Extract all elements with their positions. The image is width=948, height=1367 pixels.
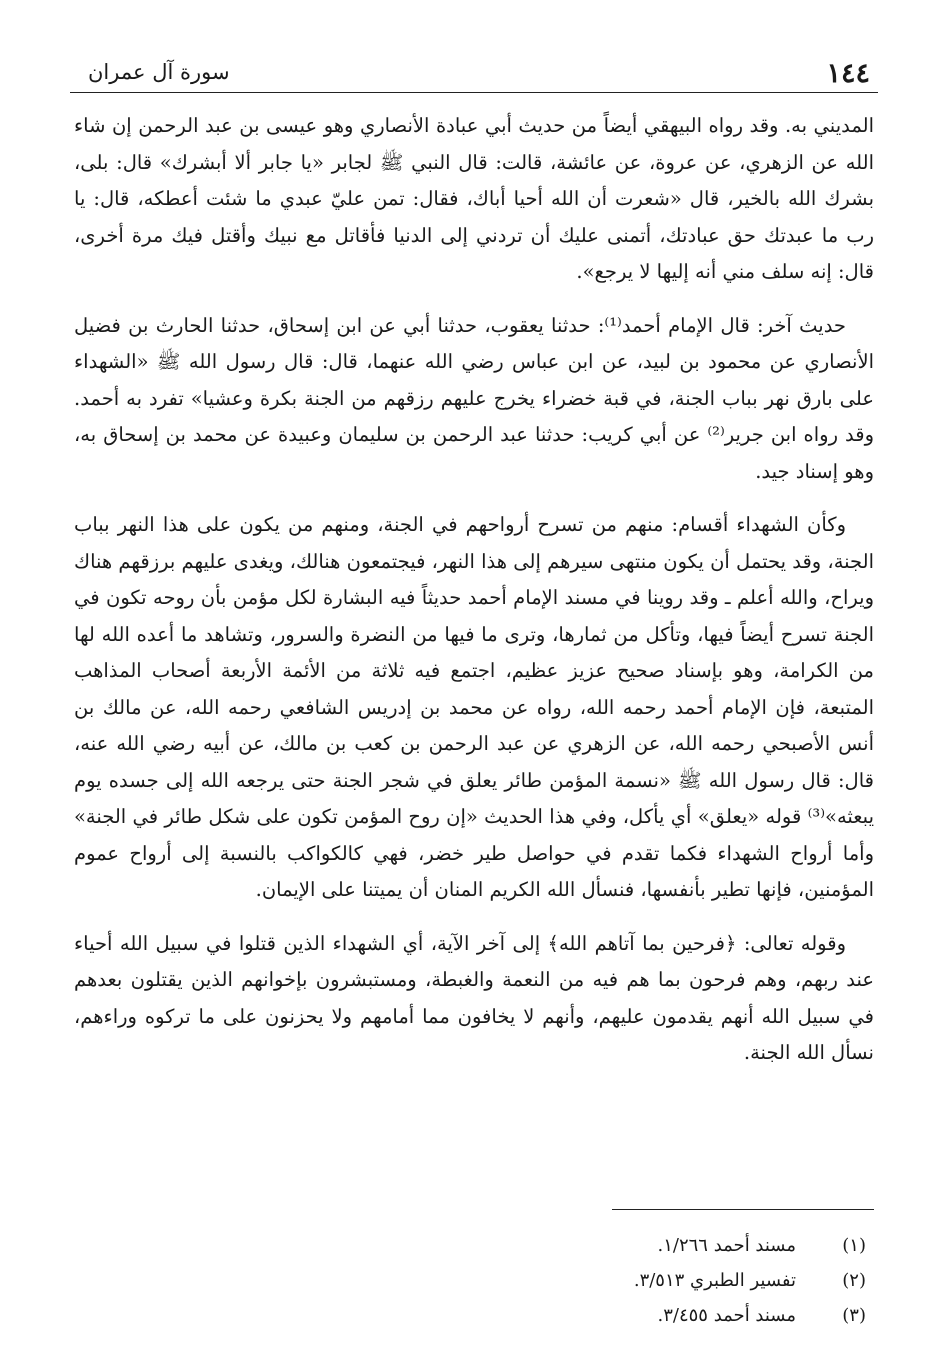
- footnotes: [366, 1228, 866, 1333]
- paragraph: حديث آخر: قال الإمام أحمد⁽¹⁾: حدثنا يعقوب، حدثنا أبي عن ابن إسحاق، حدثنا الحارث بن فضيل الأنصاري عن محمود بن لبيد، عن ابن عباس رضي الله عنهما، قال: قال رسول الله ﷺ «الشهداء على بارق نهر بباب الجنة، في قبة خضراء يخرج عليهم رزقهم من الجنة بكرة وعشيا» تفرد به أحمد. وقد رواه ابن جرير⁽²⁾ عن أبي كريب: حدثنا عبد الرحمن بن سليمان وعبيدة عن محمد بن إسحاق به، وهو إسناد جيد.: [74, 313, 875, 483]
- paragraph: المديني به. وقد رواه البيهقي أيضاً من حديث أبي عبادة الأنصاري وهو عيسى بن عبد الرحمن إن شاء الله عن الزهري، عن عروة، عن عائشة، قالت: قال النبي ﷺ لجابر «يا جابر ألا أبشرك» قال: بلى، بشرك الله بالخير، قال «شعرت أن الله أحيا أباك، فقال: تمن عليّ عبدي ما شئت أعطكه، قال: يا رب ما عبدتك حق عبادتك، أتمنى عليك أن تردني إلى الدنيا فأقاتل مع نبيك وأقتل فيك مرة أخرى، قال: إنه سلف مني أنه إليها لا يرجع».: [74, 114, 874, 283]
- surah-title: سورة آل عمران: [88, 60, 230, 84]
- paragraph: وكأن الشهداء أقسام: منهم من تسرح أرواحهم في الجنة، ومنهم من يكون على هذا النهر بباب الجنة، وقد يحتمل أن يكون منتهى سيرهم إلى هذا النهر، فيجتمعون هنالك، ويغدى عليهم برزقهم هناك ويراح، والله أعلم ـ وقد روينا في مسند الإمام أحمد حديثاً فيه البشارة لكل مؤمن بأن روحه تكون في الجنة تسرح أيضاً فيها، وتأكل من ثمارها، وترى ما فيها من النضرة والسرور، وتشاهد ما أعده الله لها من الكرامة، وهو بإسناد صحيح عزيز عظيم، اجتمع فيه ثلاثة من الأئمة الأربعة أصحاب المذاهب المتبعة، فإن الإمام أحمد رحمه الله، رواه عن محمد بن إدريس الشافعي رحمه الله، عن مالك بن أنس الأصبحي رحمه الله، عن الزهري عن عبد الرحمن بن كعب بن مالك، عن أبيه رضي الله عنه، قال: قال رسول الله ﷺ «نسمة المؤمن طائر يعلق في شجر الجنة حتى يرجعه الله إلى جسده يوم يبعثه»⁽³⁾ قوله «يعلق» أي يأكل، وفي هذا الحديث «إن روح المؤمن تكون على شكل طائر في الجنة» وأما أرواح الشهداء فكما تقدم في حواصل طير خضر، فهي كالكواكب بالنسبة إلى أرواح عموم المؤمنين، فإنها تطير بأنفسها، فنسأل الله الكريم المنان أن يميتنا على الإيمان.: [74, 513, 874, 901]
- footnote-text: مسند أحمد ١/٢٦٦.: [657, 1235, 796, 1256]
- footnote-text: تفسير الطبري ٣/٥١٣.: [633, 1270, 796, 1291]
- page-number: ١٤٤: [826, 58, 870, 89]
- footnote-text: مسند أحمد ٣/٤٥٥.: [657, 1305, 796, 1326]
- footnote: [366, 1228, 866, 1263]
- main-text: [74, 108, 874, 1072]
- footnote: [366, 1263, 866, 1298]
- paragraph: وقوله تعالى: ﴿فرحين بما آتاهم الله﴾ إلى آخر الآية، أي الشهداء الذين قتلوا في سبيل الله أحياء عند ربهم، وهم فرحون بما هم فيه من النعمة والغبطة، ومستبشرون بإخوانهم الذين يقتلون بعدهم في سبيل الله أنهم يقدمون عليهم، وأنهم لا يخافون مما أمامهم ولا يحزنون على ما تركوه وراءهم، نسأل الله الجنة.: [74, 931, 874, 1064]
- footnote-number: (٣): [842, 1305, 866, 1326]
- footnote-number: (١): [842, 1235, 866, 1256]
- footnote: [366, 1298, 866, 1333]
- footnote-divider: [612, 1209, 874, 1210]
- page-header: [70, 52, 878, 93]
- footnote-number: (٢): [842, 1270, 866, 1291]
